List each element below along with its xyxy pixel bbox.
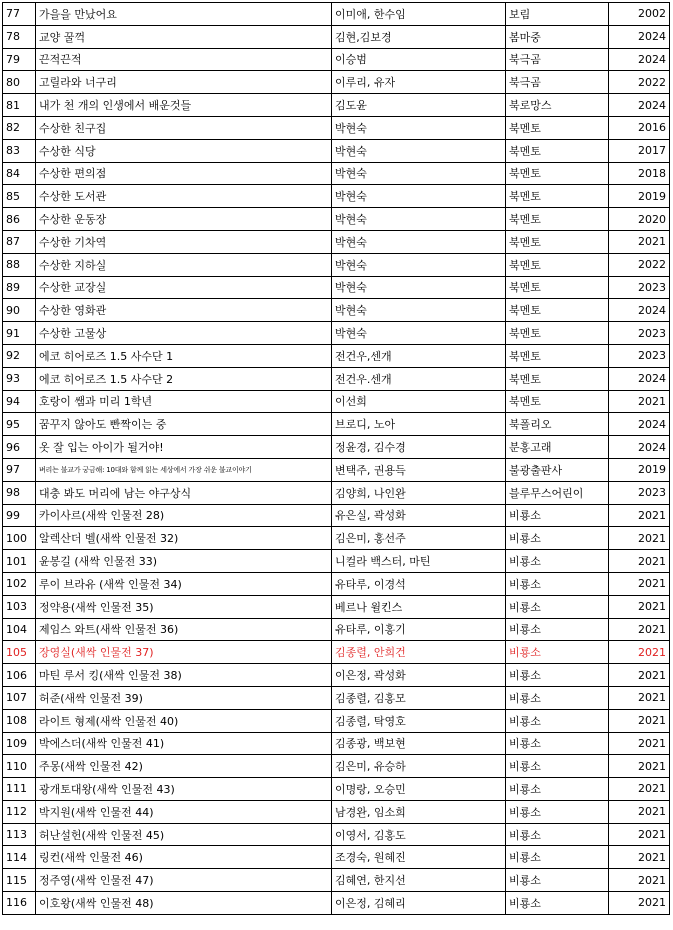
publication-year: 2024 (609, 25, 670, 48)
row-number: 114 (3, 846, 36, 869)
table-row (3, 25, 670, 48)
row-number: 78 (3, 25, 36, 48)
book-publisher: 비룡소 (506, 869, 609, 892)
book-author: 이은정, 김혜리 (332, 892, 506, 915)
book-title: 제임스 와트(새싹 인물전 36) (36, 618, 332, 641)
book-title: 교양 꿀꺽 (36, 25, 332, 48)
book-title: 허준(새싹 인물전 39) (36, 686, 332, 709)
table-row (3, 185, 670, 208)
book-title: 장영실(새싹 인물전 37) (36, 641, 332, 664)
book-title: 박지원(새싹 인물전 44) (36, 800, 332, 823)
row-number: 81 (3, 94, 36, 117)
book-title: 수상한 도서관 (36, 185, 332, 208)
book-author: 박현숙 (332, 299, 506, 322)
book-publisher: 불광출판사 (506, 458, 609, 481)
book-author: 베르나 윌킨스 (332, 595, 506, 618)
publication-year: 2021 (609, 800, 670, 823)
book-publisher: 비룡소 (506, 664, 609, 687)
book-publisher: 북멘토 (506, 390, 609, 413)
publication-year: 2021 (609, 823, 670, 846)
publication-year: 2020 (609, 208, 670, 231)
row-number: 110 (3, 755, 36, 778)
table-row (3, 208, 670, 231)
row-number: 102 (3, 572, 36, 595)
row-number: 108 (3, 709, 36, 732)
book-publisher: 북멘토 (506, 253, 609, 276)
table-row (3, 3, 670, 26)
row-number: 107 (3, 686, 36, 709)
row-number: 97 (3, 458, 36, 481)
table-row (3, 846, 670, 869)
book-publisher: 북멘토 (506, 230, 609, 253)
book-publisher: 북멘토 (506, 367, 609, 390)
table-row (3, 572, 670, 595)
book-author: 김현,김보경 (332, 25, 506, 48)
table-row (3, 299, 670, 322)
table-row (3, 116, 670, 139)
book-author: 니컬라 백스터, 마틴 (332, 550, 506, 573)
book-publisher: 북멘토 (506, 139, 609, 162)
row-number: 104 (3, 618, 36, 641)
book-author: 박현숙 (332, 253, 506, 276)
publication-year: 2021 (609, 572, 670, 595)
book-list-body (3, 3, 670, 915)
publication-year: 2016 (609, 116, 670, 139)
book-title: 대충 봐도 머리에 남는 야구상식 (36, 481, 332, 504)
row-number: 88 (3, 253, 36, 276)
book-author: 박현숙 (332, 230, 506, 253)
table-row (3, 276, 670, 299)
publication-year: 2022 (609, 253, 670, 276)
table-row (3, 436, 670, 459)
row-number: 98 (3, 481, 36, 504)
book-publisher: 봄마중 (506, 25, 609, 48)
book-author: 박현숙 (332, 322, 506, 345)
table-row (3, 732, 670, 755)
book-title: 광개토대왕(새싹 인물전 43) (36, 778, 332, 801)
book-author: 박현숙 (332, 162, 506, 185)
book-author: 변택주, 권용득 (332, 458, 506, 481)
book-publisher: 비룡소 (506, 800, 609, 823)
publication-year: 2023 (609, 481, 670, 504)
book-author: 김종렬, 김홍모 (332, 686, 506, 709)
table-row (3, 823, 670, 846)
book-title: 정주영(새싹 인물전 47) (36, 869, 332, 892)
book-publisher: 비룡소 (506, 572, 609, 595)
book-publisher: 비룡소 (506, 778, 609, 801)
book-author: 김양희, 나인완 (332, 481, 506, 504)
row-number: 111 (3, 778, 36, 801)
publication-year: 2021 (609, 550, 670, 573)
table-row (3, 778, 670, 801)
book-author: 이은정, 곽성화 (332, 664, 506, 687)
book-title: 정약용(새싹 인물전 35) (36, 595, 332, 618)
book-author: 김종렬, 탁영호 (332, 709, 506, 732)
book-title: 수상한 식당 (36, 139, 332, 162)
book-author: 남경완, 임소희 (332, 800, 506, 823)
book-author: 김종렬, 안희건 (332, 641, 506, 664)
book-title: 옷 잘 입는 아이가 될거야! (36, 436, 332, 459)
book-author: 박현숙 (332, 276, 506, 299)
book-author: 이승범 (332, 48, 506, 71)
publication-year: 2023 (609, 322, 670, 345)
row-number: 95 (3, 413, 36, 436)
publication-year: 2017 (609, 139, 670, 162)
publication-year: 2021 (609, 230, 670, 253)
book-title: 에코 히어로즈 1.5 사수단 2 (36, 367, 332, 390)
book-publisher: 비룡소 (506, 686, 609, 709)
row-number: 84 (3, 162, 36, 185)
table-row (3, 755, 670, 778)
publication-year: 2024 (609, 436, 670, 459)
publication-year: 2024 (609, 299, 670, 322)
row-number: 79 (3, 48, 36, 71)
book-author: 박현숙 (332, 139, 506, 162)
book-title: 수상한 영화관 (36, 299, 332, 322)
table-row (3, 686, 670, 709)
publication-year: 2022 (609, 71, 670, 94)
book-author: 박현숙 (332, 185, 506, 208)
book-author: 이미애, 한수임 (332, 3, 506, 26)
book-title: 박에스더(새싹 인물전 41) (36, 732, 332, 755)
publication-year: 2021 (609, 504, 670, 527)
book-title: 라이트 형제(새싹 인물전 40) (36, 709, 332, 732)
book-publisher: 비룡소 (506, 527, 609, 550)
table-row (3, 869, 670, 892)
book-title: 에코 히어로즈 1.5 사수단 1 (36, 344, 332, 367)
book-title: 수상한 고물상 (36, 322, 332, 345)
row-number: 85 (3, 185, 36, 208)
publication-year: 2024 (609, 367, 670, 390)
publication-year: 2024 (609, 413, 670, 436)
book-author: 브로디, 노아 (332, 413, 506, 436)
book-author: 정윤경, 김수경 (332, 436, 506, 459)
book-title: 카이사르(새싹 인물전 28) (36, 504, 332, 527)
row-number: 99 (3, 504, 36, 527)
row-number: 112 (3, 800, 36, 823)
row-number: 101 (3, 550, 36, 573)
row-number: 86 (3, 208, 36, 231)
book-author: 이영서, 김홍도 (332, 823, 506, 846)
table-row (3, 390, 670, 413)
row-number: 116 (3, 892, 36, 915)
book-author: 김도윤 (332, 94, 506, 117)
row-number: 87 (3, 230, 36, 253)
table-row (3, 664, 670, 687)
table-row (3, 230, 670, 253)
table-row (3, 413, 670, 436)
row-number: 77 (3, 3, 36, 26)
book-publisher: 북멘토 (506, 208, 609, 231)
table-row (3, 504, 670, 527)
publication-year: 2024 (609, 94, 670, 117)
book-publisher: 분홍고래 (506, 436, 609, 459)
table-row (3, 48, 670, 71)
book-title: 끈적끈적 (36, 48, 332, 71)
table-row (3, 367, 670, 390)
book-publisher: 북멘토 (506, 276, 609, 299)
book-publisher: 북멘토 (506, 322, 609, 345)
table-row (3, 139, 670, 162)
publication-year: 2023 (609, 344, 670, 367)
book-title: 가을을 만났어요 (36, 3, 332, 26)
book-publisher: 비룡소 (506, 618, 609, 641)
book-author: 전건우,센개 (332, 344, 506, 367)
publication-year: 2019 (609, 458, 670, 481)
book-publisher: 북폴리오 (506, 413, 609, 436)
row-number: 83 (3, 139, 36, 162)
table-row (3, 595, 670, 618)
book-publisher: 비룡소 (506, 892, 609, 915)
book-publisher: 비룡소 (506, 823, 609, 846)
book-publisher: 북멘토 (506, 116, 609, 139)
book-publisher: 북멘토 (506, 344, 609, 367)
table-row (3, 481, 670, 504)
row-number: 115 (3, 869, 36, 892)
publication-year: 2021 (609, 732, 670, 755)
book-publisher: 비룡소 (506, 732, 609, 755)
row-number: 106 (3, 664, 36, 687)
book-publisher: 북극곰 (506, 48, 609, 71)
row-number: 96 (3, 436, 36, 459)
book-title: 꿈꾸지 않아도 빤짝이는 중 (36, 413, 332, 436)
table-row (3, 550, 670, 573)
row-number: 105 (3, 641, 36, 664)
book-author: 김은미, 유승하 (332, 755, 506, 778)
book-author: 조경숙, 원혜진 (332, 846, 506, 869)
book-publisher: 북로망스 (506, 94, 609, 117)
book-publisher: 북멘토 (506, 185, 609, 208)
book-publisher: 비룡소 (506, 846, 609, 869)
book-author: 이선희 (332, 390, 506, 413)
book-author: 유은실, 곽성화 (332, 504, 506, 527)
table-row (3, 527, 670, 550)
row-number: 113 (3, 823, 36, 846)
book-title: 수상한 편의점 (36, 162, 332, 185)
book-publisher: 북멘토 (506, 299, 609, 322)
row-number: 100 (3, 527, 36, 550)
publication-year: 2021 (609, 755, 670, 778)
book-author: 전건우.센개 (332, 367, 506, 390)
row-number: 92 (3, 344, 36, 367)
book-author: 이루리, 유자 (332, 71, 506, 94)
publication-year: 2021 (609, 390, 670, 413)
publication-year: 2021 (609, 869, 670, 892)
book-author: 박현숙 (332, 116, 506, 139)
table-row (3, 253, 670, 276)
publication-year: 2018 (609, 162, 670, 185)
table-row (3, 892, 670, 915)
book-title: 수상한 교장실 (36, 276, 332, 299)
table-row (3, 344, 670, 367)
book-author: 김혜연, 한지선 (332, 869, 506, 892)
book-publisher: 비룡소 (506, 550, 609, 573)
book-list-table (2, 2, 670, 915)
book-publisher: 북극곰 (506, 71, 609, 94)
row-number: 103 (3, 595, 36, 618)
publication-year: 2019 (609, 185, 670, 208)
book-publisher: 보림 (506, 3, 609, 26)
book-author: 김종광, 백보현 (332, 732, 506, 755)
book-title: 윤봉길 (새싹 인물전 33) (36, 550, 332, 573)
book-publisher: 북멘토 (506, 162, 609, 185)
book-publisher: 비룡소 (506, 595, 609, 618)
table-row (3, 458, 670, 481)
book-title: 수상한 운동장 (36, 208, 332, 231)
row-number: 90 (3, 299, 36, 322)
book-title: 내가 천 개의 인생에서 배운것들 (36, 94, 332, 117)
book-title: 고릴라와 너구리 (36, 71, 332, 94)
table-row (3, 162, 670, 185)
book-title: 링컨(새싹 인물전 46) (36, 846, 332, 869)
row-number: 91 (3, 322, 36, 345)
publication-year: 2024 (609, 48, 670, 71)
book-title: 호랑이 쌤과 미리 1학년 (36, 390, 332, 413)
table-row (3, 71, 670, 94)
table-row (3, 94, 670, 117)
book-author: 박현숙 (332, 208, 506, 231)
book-publisher: 블루무스어린이 (506, 481, 609, 504)
publication-year: 2002 (609, 3, 670, 26)
publication-year: 2021 (609, 778, 670, 801)
row-number: 109 (3, 732, 36, 755)
table-row (3, 641, 670, 664)
publication-year: 2021 (609, 595, 670, 618)
table-row (3, 800, 670, 823)
publication-year: 2021 (609, 846, 670, 869)
book-publisher: 비룡소 (506, 755, 609, 778)
row-number: 94 (3, 390, 36, 413)
book-author: 이명랑, 오승민 (332, 778, 506, 801)
book-title: 허난설헌(새싹 인물전 45) (36, 823, 332, 846)
book-title: 알렉산더 벨(새싹 인물전 32) (36, 527, 332, 550)
book-title: 수상한 기차역 (36, 230, 332, 253)
book-publisher: 비룡소 (506, 709, 609, 732)
book-title: 수상한 지하실 (36, 253, 332, 276)
row-number: 89 (3, 276, 36, 299)
book-title: 벼리는 불교가 궁금해: 10대와 함께 읽는 세상에서 가장 쉬운 불교이야기 (36, 458, 332, 481)
book-title: 이호왕(새싹 인물전 48) (36, 892, 332, 915)
publication-year: 2021 (609, 686, 670, 709)
book-author: 유타루, 이홍기 (332, 618, 506, 641)
publication-year: 2023 (609, 276, 670, 299)
publication-year: 2021 (609, 641, 670, 664)
row-number: 82 (3, 116, 36, 139)
table-row (3, 322, 670, 345)
book-title: 마틴 루서 킹(새싹 인물전 38) (36, 664, 332, 687)
book-author: 유타루, 이경석 (332, 572, 506, 595)
row-number: 93 (3, 367, 36, 390)
book-title: 루이 브라유 (새싹 인물전 34) (36, 572, 332, 595)
publication-year: 2021 (609, 527, 670, 550)
publication-year: 2021 (609, 664, 670, 687)
table-row (3, 618, 670, 641)
publication-year: 2021 (609, 892, 670, 915)
book-author: 김은미, 홍선주 (332, 527, 506, 550)
table-row (3, 709, 670, 732)
publication-year: 2021 (609, 618, 670, 641)
book-title: 수상한 친구집 (36, 116, 332, 139)
publication-year: 2021 (609, 709, 670, 732)
row-number: 80 (3, 71, 36, 94)
book-title: 주몽(새싹 인물전 42) (36, 755, 332, 778)
book-publisher: 비룡소 (506, 641, 609, 664)
book-publisher: 비룡소 (506, 504, 609, 527)
